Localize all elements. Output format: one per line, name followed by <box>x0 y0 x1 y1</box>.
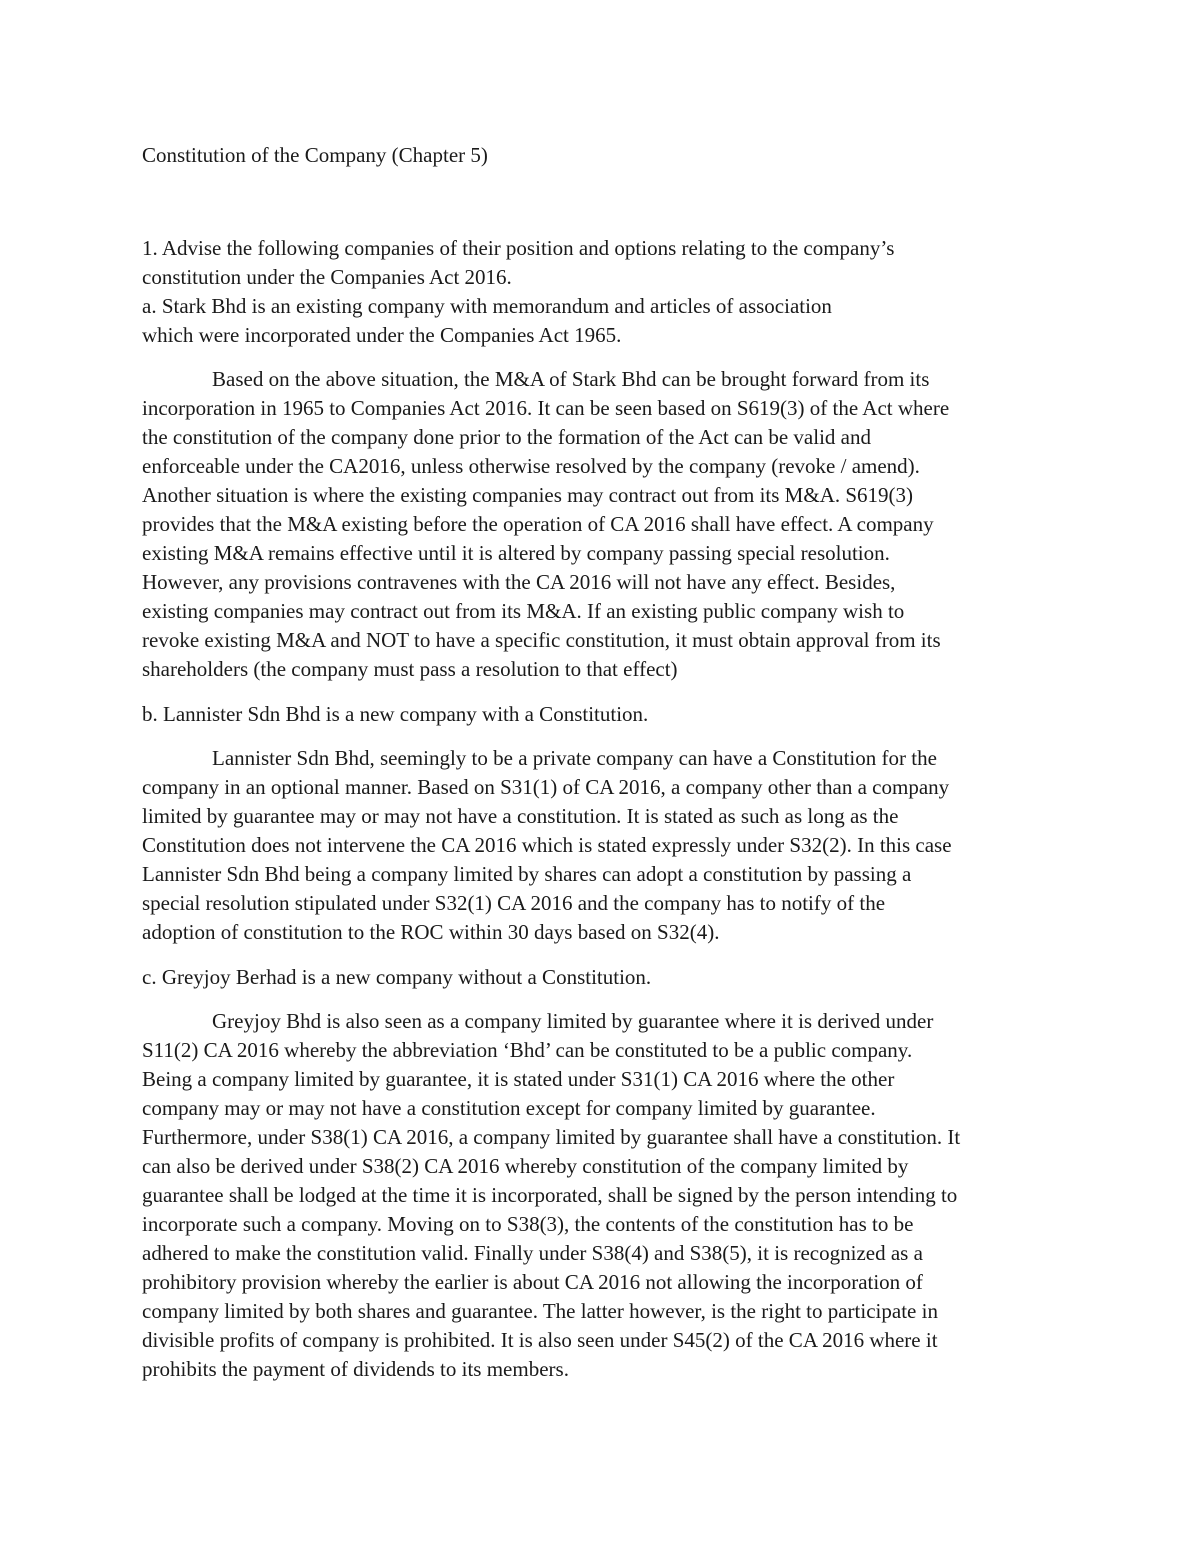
answer-a-line: incorporation in 1965 to Companies Act 2016. It can be seen based on S619(3) of the Act where <box>142 396 950 420</box>
answer-c-line: incorporate such a company. Moving on to S38(3), the contents of the constitution has to be <box>142 1212 914 1236</box>
answer-a-line: shareholders (the company must pass a resolution to that effect) <box>142 657 678 681</box>
answer-b-line: limited by guarantee may or may not have a constitution. It is stated as such as long as the <box>142 804 899 828</box>
answer-a-line: existing companies may contract out from its M&A. If an existing public company wish to <box>142 599 905 623</box>
answer-a-line: provides that the M&A existing before the operation of CA 2016 shall have effect. A company <box>142 512 934 536</box>
document-page <box>142 141 1072 1384</box>
question-b: b. Lannister Sdn Bhd is a new company with a Constitution. <box>142 702 649 726</box>
answer-a-line: Based on the above situation, the M&A of Stark Bhd can be brought forward from its <box>212 367 930 391</box>
answer-c-line: Being a company limited by guarantee, it is stated under S31(1) CA 2016 where the other <box>142 1067 895 1091</box>
answer-b-paragraph <box>142 744 1072 947</box>
answer-c-line: company may or may not have a constitution except for company limited by guarantee. <box>142 1096 876 1120</box>
answer-b-line: Lannister Sdn Bhd being a company limited by shares can adopt a constitution by passing a <box>142 862 912 886</box>
answer-b-line: company in an optional manner. Based on S31(1) of CA 2016, a company other than a company <box>142 775 950 799</box>
answer-a-line: enforceable under the CA2016, unless otherwise resolved by the company (revoke / amend). <box>142 454 920 478</box>
answer-a-paragraph <box>142 365 1072 684</box>
answer-c-line: Greyjoy Bhd is also seen as a company limited by guarantee where it is derived under <box>212 1009 934 1033</box>
question-line: constitution under the Companies Act 2016. <box>142 265 512 289</box>
answer-c-line: prohibitory provision whereby the earlier is about CA 2016 not allowing the incorporation of <box>142 1270 923 1294</box>
answer-c-paragraph <box>142 1007 1072 1384</box>
answer-a-line: the constitution of the company done prior to the formation of the Act can be valid and <box>142 425 871 449</box>
answer-c-line: company limited by both shares and guarantee. The latter however, is the right to participate in <box>142 1299 938 1323</box>
answer-c-line: divisible profits of company is prohibited. It is also seen under S45(2) of the CA 2016 where it <box>142 1328 938 1352</box>
answer-c-line: guarantee shall be lodged at the time it is incorporated, shall be signed by the person intending to <box>142 1183 958 1207</box>
answer-b-line: Lannister Sdn Bhd, seemingly to be a private company can have a Constitution for the <box>212 746 937 770</box>
answer-b-line: adoption of constitution to the ROC within 30 days based on S32(4). <box>142 920 720 944</box>
answer-c-line: can also be derived under S38(2) CA 2016 whereby constitution of the company limited by <box>142 1154 909 1178</box>
question-line: a. Stark Bhd is an existing company with memorandum and articles of association <box>142 294 832 318</box>
question-1 <box>142 234 1072 350</box>
answer-a-line: revoke existing M&A and NOT to have a specific constitution, it must obtain approval from its <box>142 628 941 652</box>
answer-b-line: special resolution stipulated under S32(1) CA 2016 and the company has to notify of the <box>142 891 886 915</box>
document-title: Constitution of the Company (Chapter 5) <box>142 143 488 167</box>
question-c: c. Greyjoy Berhad is a new company without a Constitution. <box>142 965 652 989</box>
answer-c-line: prohibits the payment of dividends to its members. <box>142 1357 569 1381</box>
answer-c-line: adhered to make the constitution valid. Finally under S38(4) and S38(5), it is recognized as a <box>142 1241 923 1265</box>
answer-c-line: S11(2) CA 2016 whereby the abbreviation ‘Bhd’ can be constituted to be a public company. <box>142 1038 913 1062</box>
question-line: 1. Advise the following companies of their position and options relating to the company’s <box>142 236 895 260</box>
question-line: which were incorporated under the Companies Act 1965. <box>142 323 622 347</box>
answer-a-line: existing M&A remains effective until it is altered by company passing special resolution. <box>142 541 890 565</box>
answer-a-line: Another situation is where the existing companies may contract out from its M&A. S619(3) <box>142 483 914 507</box>
answer-b-line: Constitution does not intervene the CA 2016 which is stated expressly under S32(2). In this case <box>142 833 952 857</box>
answer-c-line: Furthermore, under S38(1) CA 2016, a company limited by guarantee shall have a constitution. It <box>142 1125 961 1149</box>
answer-a-line: However, any provisions contravenes with the CA 2016 will not have any effect. Besides, <box>142 570 896 594</box>
